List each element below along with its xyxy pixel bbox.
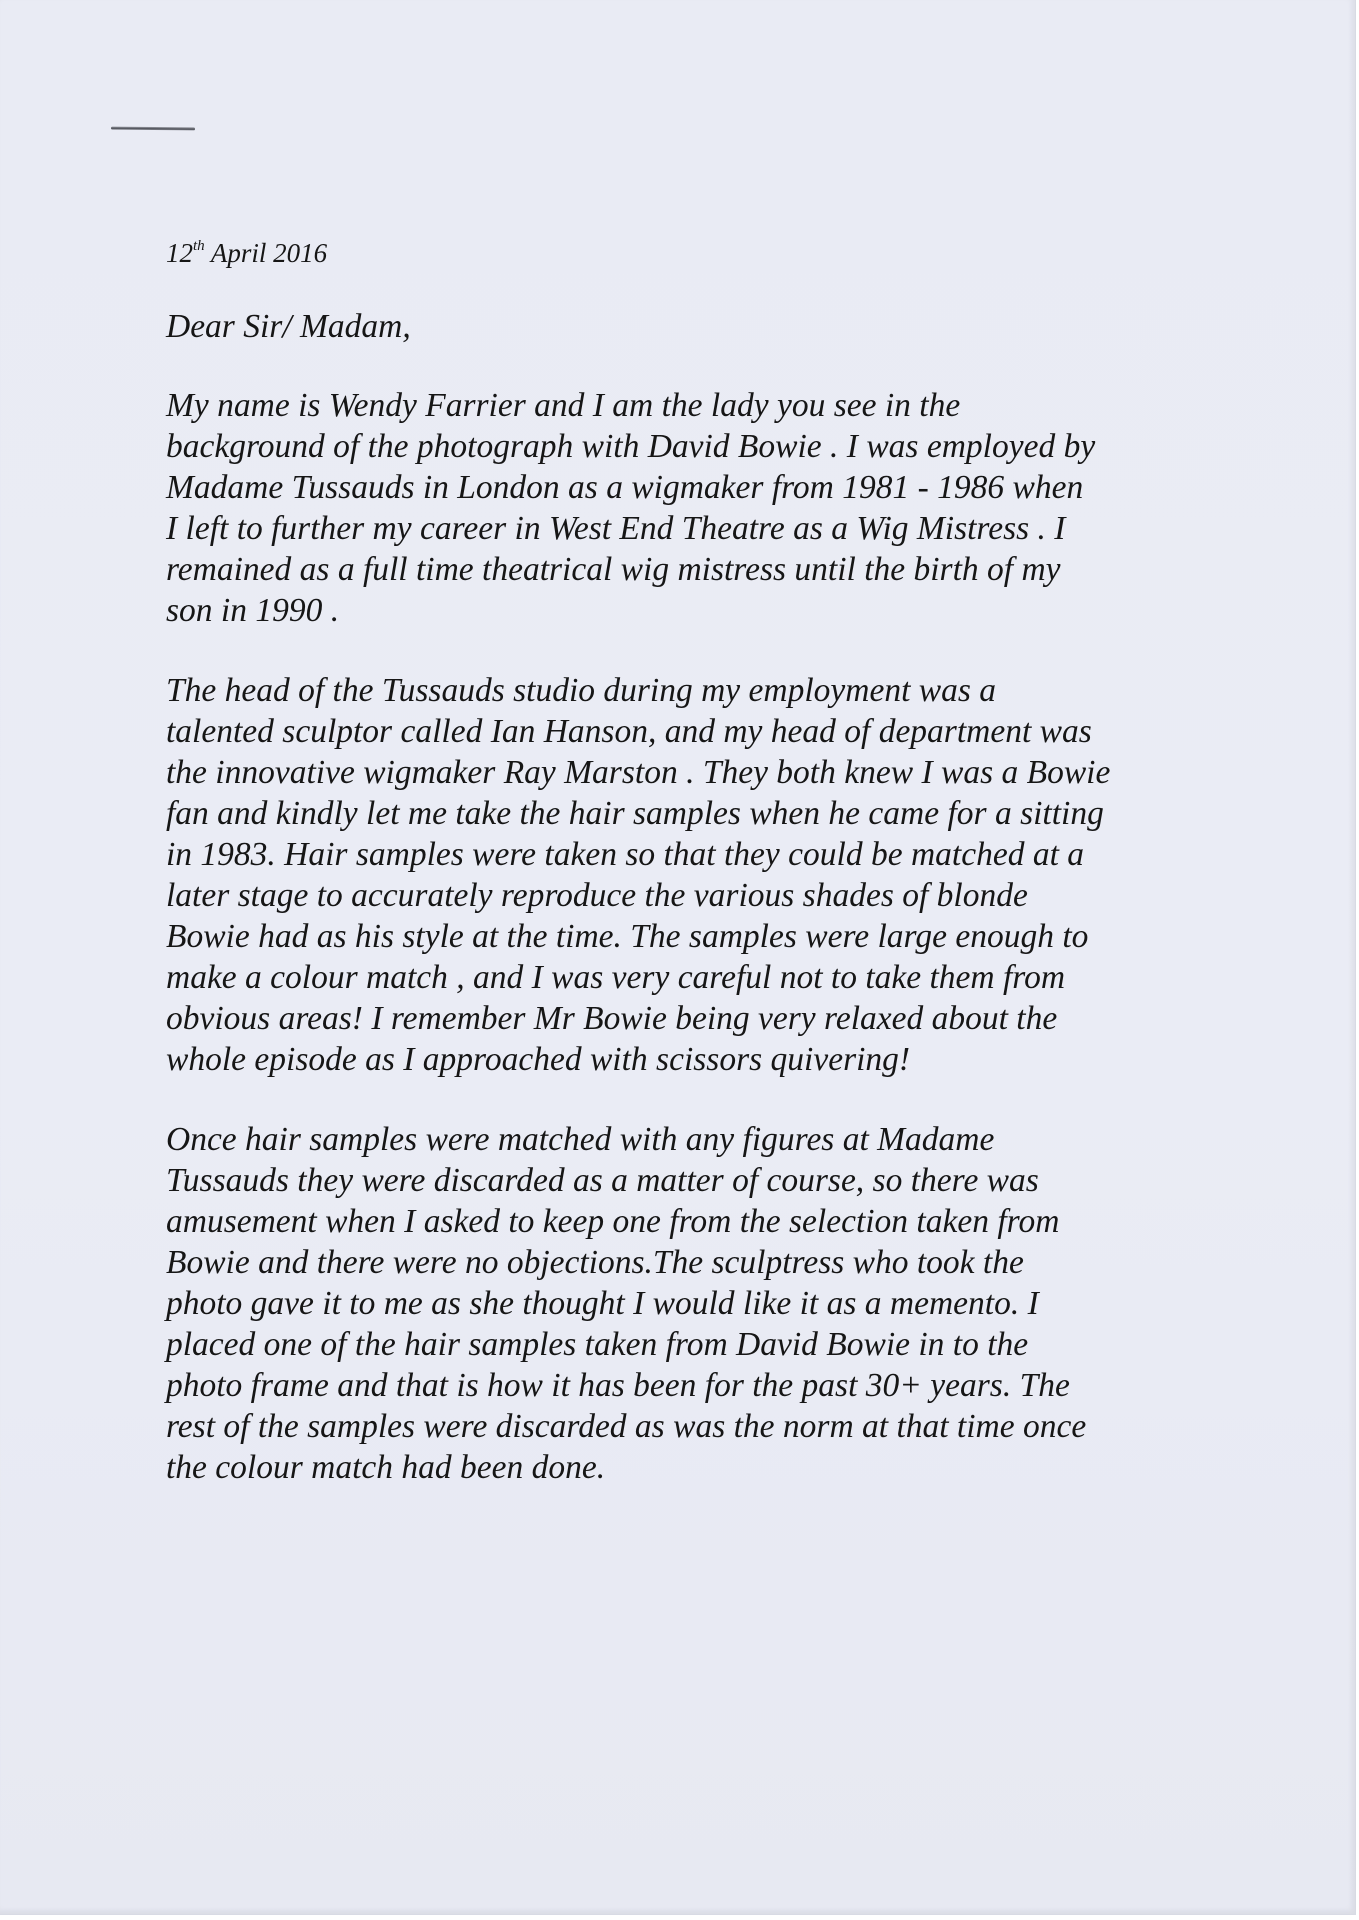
paragraph-line: talented sculptor called Ian Hanson, and my head of department was [166,713,1092,750]
paragraph-line: Bowie had as his style at the time. The samples were large enough to [166,918,1089,955]
paragraph-line: rest of the samples were discarded as was the norm at that time once [166,1408,1087,1445]
paragraph-line: the innovative wigmaker Ray Marston . They both knew I was a Bowie [166,754,1111,791]
paragraph-line: make a colour match , and I was very careful not to take them from [166,959,1066,996]
paragraph-3 [166,1119,1216,1488]
letter-body [166,238,1216,1527]
paragraph-line: whole episode as I approached with scissors quivering! [166,1041,911,1078]
paragraph-2 [166,670,1216,1080]
paragraph-line: remained as a full time theatrical wig mistress until the birth of my [166,551,1061,588]
paragraph-line: Bowie and there were no objections.The sculptress who took the [166,1244,1024,1281]
paragraph-line: photo gave it to me as she thought I would like it as a memento. I [166,1285,1039,1322]
paragraph-1 [166,385,1216,631]
paragraph-line: photo frame and that is how it has been for the past 30+ years. The [166,1367,1070,1404]
paragraph-line: amusement when I asked to keep one from the selection taken from [166,1203,1060,1240]
paragraph-line: placed one of the hair samples taken from David Bowie in to the [166,1326,1029,1363]
paragraph-line: Madame Tussauds in London as a wigmaker from 1981 - 1986 when [166,469,1084,506]
paragraph-line: I left to further my career in West End Theatre as a Wig Mistress . I [166,510,1066,547]
paragraph-line: Once hair samples were matched with any figures at Madame [166,1121,995,1158]
paragraph-line: obvious areas! I remember Mr Bowie being very relaxed about the [166,1000,1058,1037]
paragraph-line: the colour match had been done. [166,1449,606,1486]
paragraph-line: son in 1990 . [166,592,340,629]
paragraph-line: Tussauds they were discarded as a matter of course, so there was [166,1162,1039,1199]
paragraph-line: The head of the Tussauds studio during my employment was a [166,672,997,709]
paragraph-line: later stage to accurately reproduce the various shades of blonde [166,877,1028,914]
letter-date [166,238,1216,268]
paragraph-line: in 1983. Hair samples were taken so that they could be matched at a [166,836,1084,873]
date-month-year: April 2016 [204,238,328,268]
paragraph-line: My name is Wendy Farrier and I am the lady you see in the [166,387,961,424]
paragraph-line: fan and kindly let me take the hair samples when he came for a sitting [166,795,1104,832]
staple [111,127,195,131]
date-day: 12 [166,238,193,268]
salutation: Dear Sir/ Madam, [166,308,411,345]
date-suffix: th [193,238,205,254]
paragraph-line: background of the photograph with David Bowie . I was employed by [166,428,1096,465]
